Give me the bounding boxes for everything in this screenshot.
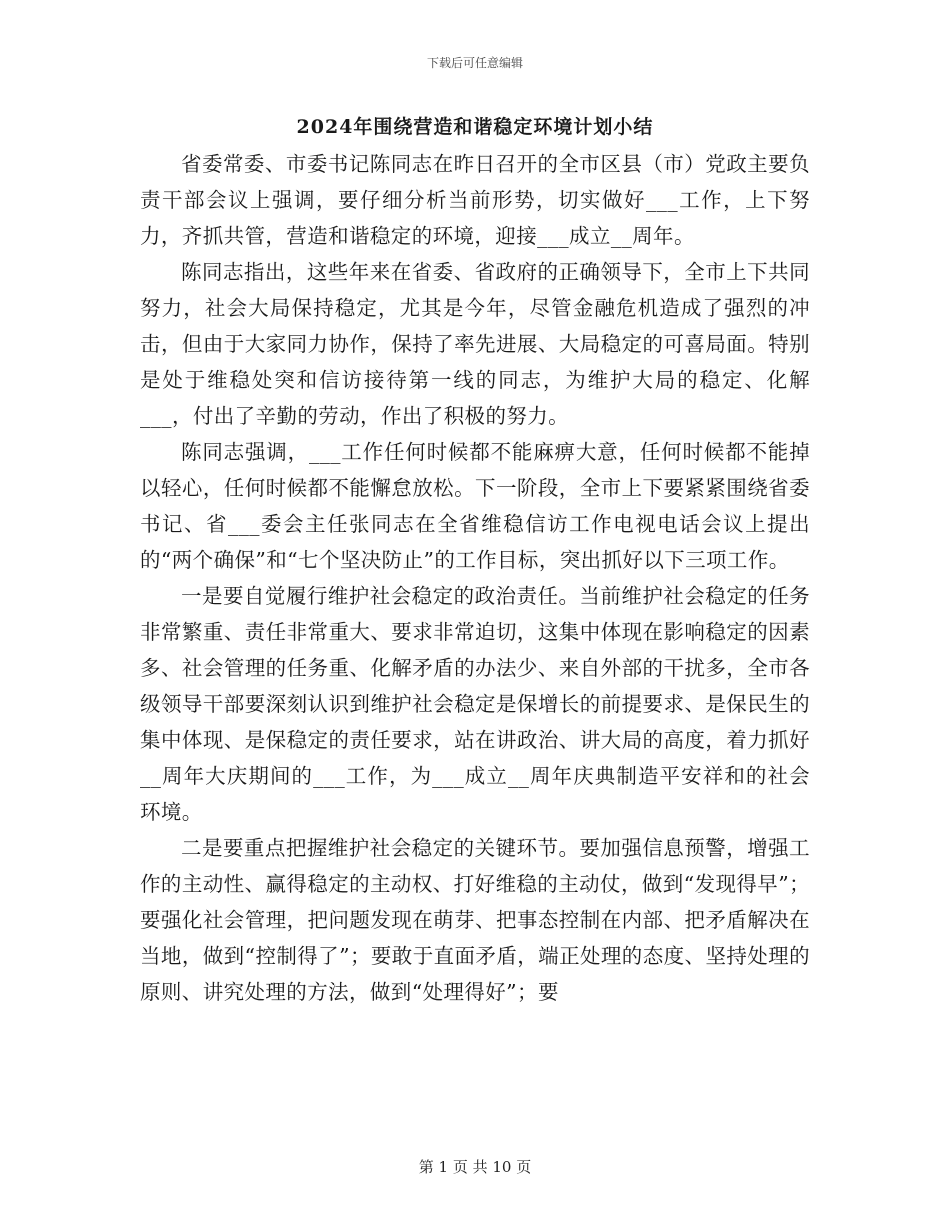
paragraph-4: 一是要自觉履行维护社会稳定的政治责任。当前维护社会稳定的任务非常繁重、责任非常重大、要求非常迫切，这集中体现在影响稳定的因素多、社会管理的任务重、化解矛盾的办法少、来自外部的干扰多，全市各级领导干部要深刻认识到维护社会稳定是保增长的前提要求、是保民生的集中体现、是保稳定的责任要求，站在讲政治、讲大局的高度，着力抓好__周年大庆期间的___工作，为___成立__周年庆典制造平安祥和的社会环境。 xyxy=(140,584,810,824)
header-note: 下载后可任意编辑 xyxy=(426,56,523,70)
paragraph-2: 陈同志指出，这些年来在省委、省政府的正确领导下，全市上下共同努力，社会大局保持稳定，尤其是今年，尽管金融危机造成了强烈的冲击，但由于大家同力协作，保持了率先进展、大局稳定的可喜局面。特别是处于维稳处突和信访接待第一线的同志，为维护大局的稳定、化解___，付出了辛勤的劳动，作出了积极的努力。 xyxy=(140,260,810,428)
document-title: 2024年围绕营造和谐稳定环境计划小结 xyxy=(296,116,654,138)
paragraph-1: 省委常委、市委书记陈同志在昨日召开的全市区县（市）党政主要负责干部会议上强调，要仔细分析当前形势，切实做好___工作，上下努力，齐抓共管，营造和谐稳定的环境，迎接___成立__周年。 xyxy=(140,152,810,248)
paragraph-3: 陈同志强调，___工作任何时候都不能麻痹大意，任何时候都不能掉以轻心，任何时候都不能懈怠放松。下一阶段，全市上下要紧紧围绕省委书记、省___委会主任张同志在全省维稳信访工作电视电话会议上提出的“两个确保”和“七个坚决防止”的工作目标，突出抓好以下三项工作。 xyxy=(140,440,810,572)
paragraph-5: 二是要重点把握维护社会稳定的关键环节。要加强信息预警，增强工作的主动性、赢得稳定的主动权、打好维稳的主动仗，做到“发现得早”；要强化社会管理，把问题发现在萌芽、把事态控制在内部、把矛盾解决在当地，做到“控制得了”；要敢于直面矛盾，端正处理的态度、坚持处理的原则、讲究处理的方法，做到“处理得好”；要 xyxy=(140,836,810,1004)
document-body xyxy=(140,146,810,1010)
page-footer: 第 1 页 共 10 页 xyxy=(418,1158,532,1176)
